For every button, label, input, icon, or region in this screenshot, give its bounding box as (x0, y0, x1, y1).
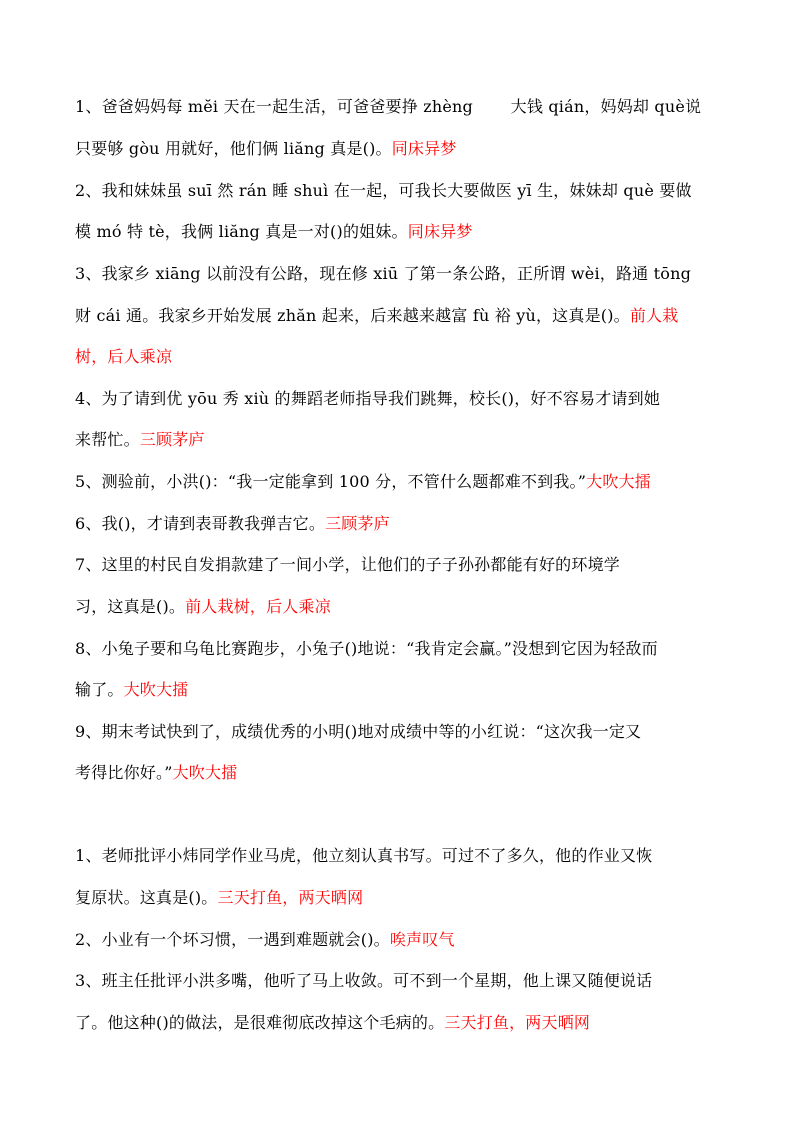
item-4-line-2 (75, 430, 205, 450)
item-8-line-1: 8、小兔子要和乌龟比赛跑步，小兔子()地说：“我肯定会赢。”没想到它因为轻敌而 (75, 639, 658, 658)
item-7-line-2 (75, 597, 331, 617)
item-3-answer-part-1: 前人栽 (629, 306, 679, 325)
item-4-answer: 三顾茅庐 (139, 430, 205, 449)
item-6-line-1 (75, 514, 390, 534)
item-9-answer: 大吹大擂 (172, 763, 238, 782)
section-2-item-1-answer: 三天打鱼，两天晒网 (217, 888, 364, 907)
item-6-answer: 三顾茅庐 (325, 514, 390, 533)
item-1-question-tail: 只要够 gòu 用就好，他们俩 liăng 真是()。 (75, 139, 392, 158)
item-2-line-1: 2、我和妹妹虽 suī 然 rán 睡 shuì 在一起，可我长大要做医 yī 生，妹妹却 què 要做 (75, 181, 692, 200)
section-2-item-2-answer: 唉声叹气 (389, 930, 455, 949)
section-2-item-2-question: 2、小业有一个坏习惯，一遇到难题就会()。 (75, 930, 390, 949)
item-6-question: 6、我()，才请到表哥教我弹吉它。 (75, 514, 326, 533)
section-2-item-3-line-2 (75, 1013, 590, 1033)
item-9-line-1: 9、期末考试快到了，成绩优秀的小明()地对成绩中等的小红说：“这次我一定又 (75, 722, 642, 741)
item-7-line-1: 7、这里的村民自发捐款建了一间小学，让他们的子子孙孙都能有好的环境学 (75, 555, 620, 574)
item-4-question-tail: 来帮忙。 (75, 430, 140, 449)
section-2-item-3-line-1: 3、班主任批评小洪多嘴，他听了马上收敛。可不到一个星期，他上课又随便说话 (75, 971, 653, 990)
item-2-question-tail: 模 mó 特 tè，我俩 liăng 真是一对()的姐妹。 (75, 222, 408, 241)
item-7-answer: 前人栽树，后人乘凉 (185, 597, 331, 616)
item-5-line-1 (75, 472, 651, 492)
item-2-answer: 同床异梦 (407, 222, 473, 241)
item-3-line-2 (75, 306, 678, 326)
item-1-line-2 (75, 139, 457, 159)
item-4-line-1: 4、为了请到优 yōu 秀 xiù 的舞蹈老师指导我们跳舞，校长()，好不容易才请到她 (75, 389, 661, 408)
item-3-answer-part-2: 树，后人乘凉 (75, 347, 173, 366)
section-2-item-1-question-tail: 复原状。这真是()。 (75, 888, 218, 907)
item-1-line-1: 1、爸爸妈妈每 mĕi 天在一起生活，可爸爸要挣 zhèng 大钱 qián，妈妈却 què说 (75, 97, 702, 116)
item-9-question-tail: 考得比你好。” (75, 763, 173, 782)
item-2-line-2 (75, 222, 473, 242)
item-3-line-1: 3、我家乡 xiāng 以前没有公路，现在修 xiū 了第一条公路，正所谓 wèi，路通 tōng (75, 264, 692, 283)
section-2-item-1-line-1: 1、老师批评小炜同学作业马虎，他立刻认真书写。可过不了多久，他的作业又恢 (75, 846, 653, 865)
item-3-question-tail: 财 cái 通。我家乡开始发展 zhăn 起来，后来越来越富 fù 裕 yù，这真是()。 (75, 306, 630, 325)
section-2-item-2-line-1 (75, 930, 455, 950)
item-8-question-tail: 输了。 (75, 680, 124, 699)
item-8-answer: 大吹大擂 (123, 680, 189, 699)
section-2-item-3-answer: 三天打鱼，两天晒网 (444, 1013, 591, 1032)
item-5-answer: 大吹大擂 (586, 472, 651, 491)
item-8-line-2 (75, 680, 188, 700)
item-5-question: 5、测验前，小洪()：“我一定能拿到 100 分，不管什么题都难不到我。” (75, 472, 587, 491)
item-7-question-tail: 习，这真是()。 (75, 597, 186, 616)
item-1-answer: 同床异梦 (391, 139, 457, 158)
section-2-item-1-line-2 (75, 888, 363, 908)
section-2-item-3-question-tail: 了。他这种()的做法，是很难彻底改掉这个毛病的。 (75, 1013, 445, 1032)
item-9-line-2 (75, 763, 237, 783)
